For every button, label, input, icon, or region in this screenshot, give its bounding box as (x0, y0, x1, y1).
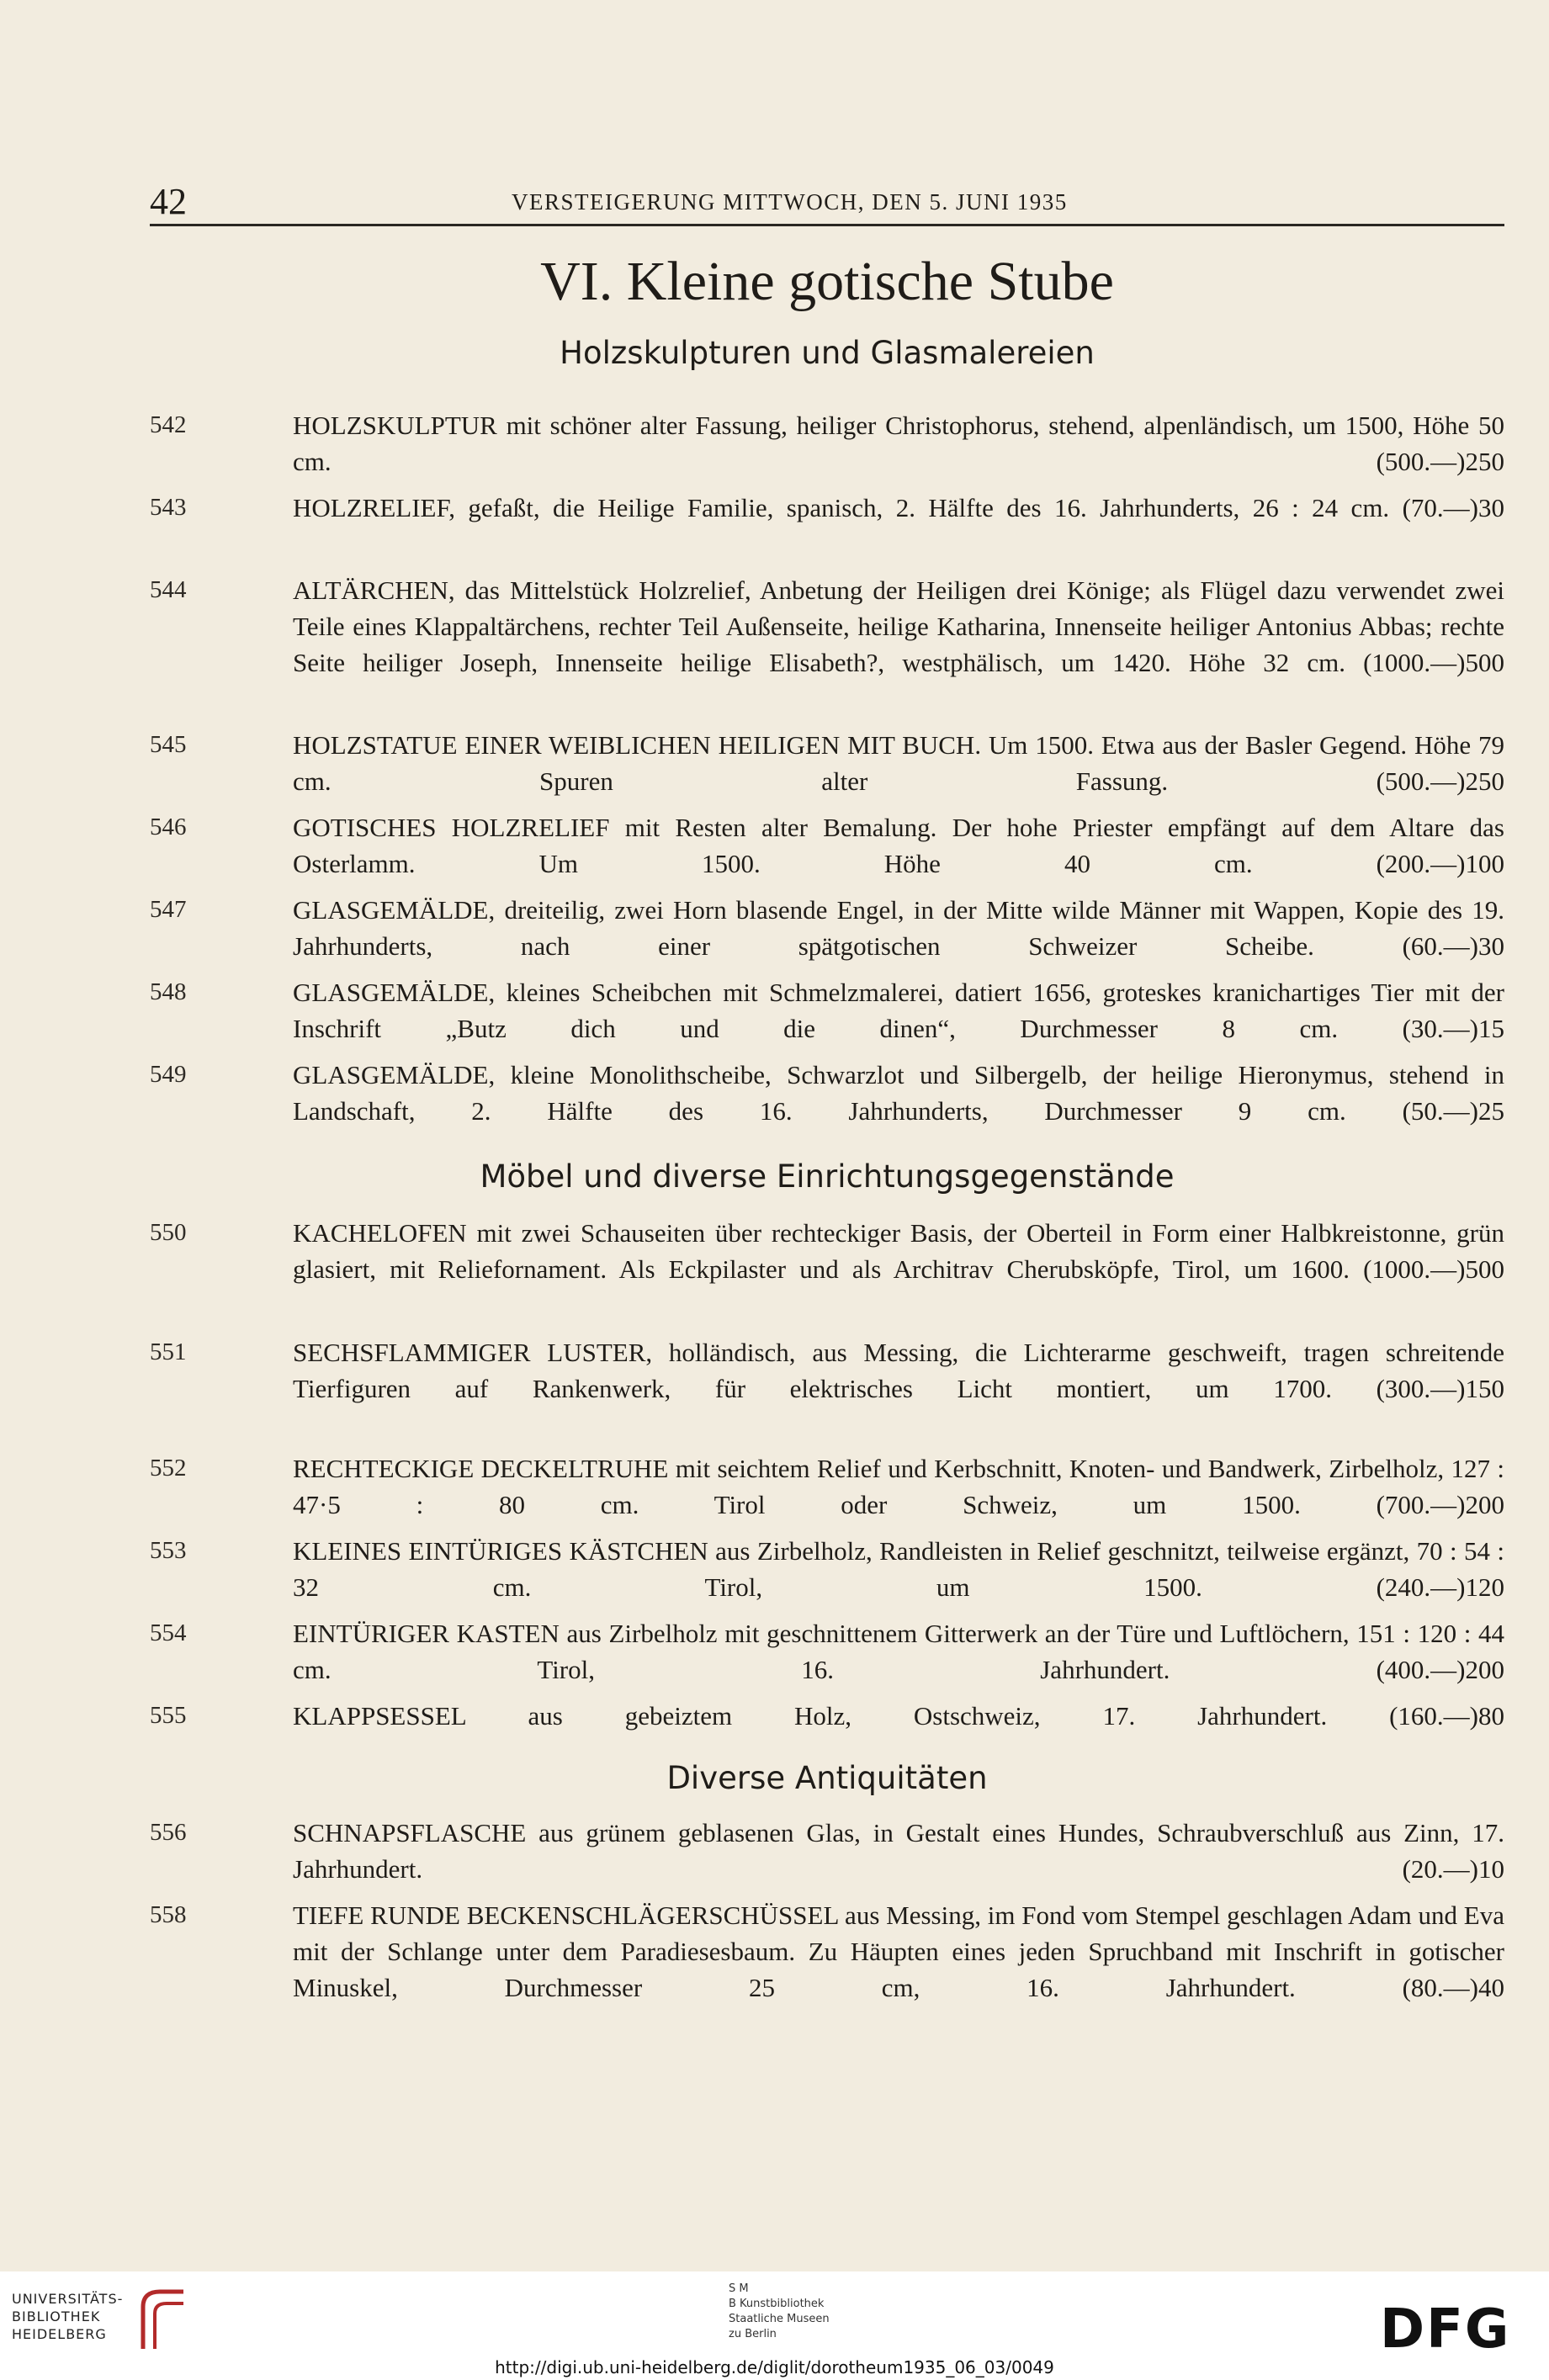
lot-number: 548 (150, 978, 187, 1005)
permalink-url[interactable]: http://digi.ub.uni-heidelberg.de/diglit/dorotheum1935_06_03/0049 (495, 2357, 1054, 2377)
lot-description: EINTÜRIGER KASTEN aus Zirbelholz mit geschnittenem Gitterwerk an der Türe und Luftlöchern, 151 : 120 : 44 cm. Tirol, 16. Jahrhundert. (400.—) 200 (293, 1615, 1504, 1688)
lot-price: 30 (1478, 493, 1504, 522)
lot-number: 544 (150, 576, 187, 603)
library-line: HEIDELBERG (12, 2326, 107, 2342)
running-head: VERSTEIGERUNG MITTWOCH, DEN 5. JUNI 1935 (512, 189, 1068, 215)
lot-description: KACHELOFEN mit zwei Schauseiten über rechteckiger Basis, der Oberteil in Form einer Halbkreistonne, grün glasiert, mit Reliefornament. Als Eckpilaster und als Architrav Cherubsköpfe, Tirol, um 1600. (1000.—) 500 (293, 1215, 1504, 1287)
lot-description: HOLZSTATUE EINER WEIBLICHEN HEILIGEN MIT BUCH. Um 1500. Etwa aus der Basler Gegend. Höhe 79 cm. Spuren alter Fassung. (500.—) 250 (293, 727, 1504, 799)
lot-description: HOLZSKULPTUR mit schöner alter Fassung, heiliger Christophorus, stehend, alpenländisch, um 1500, Höhe 50 cm. (500.—) 250 (293, 407, 1504, 480)
lot-price: 200 (1465, 1490, 1504, 1519)
lot-price: 250 (1465, 447, 1504, 476)
lot-number: 542 (150, 411, 187, 438)
subtitle-moebel: Möbel und diverse Einrichtungsgegenstände (480, 1158, 1175, 1195)
lot-number: 549 (150, 1061, 187, 1088)
lot-price: 40 (1478, 1973, 1504, 2002)
library-line: BIBLIOTHEK (12, 2308, 101, 2324)
lot-number: 547 (150, 896, 187, 923)
lot-price: 100 (1465, 849, 1504, 878)
lot-number: 554 (150, 1619, 187, 1646)
library-logo[interactable] (12, 2290, 123, 2343)
stamp-line: zu Berlin (729, 2328, 777, 2340)
page-header (150, 180, 1504, 226)
subtitle-holzskulpturen: Holzskulpturen und Glasmalereien (560, 335, 1095, 371)
lot-description: GLASGEMÄLDE, kleines Scheibchen mit Schmelzmalerei, datiert 1656, groteskes kranichartiges Tier mit der Inschrift „Butz dich und die dinen“, Durchmesser 8 cm. (30.—) 15 (293, 974, 1504, 1047)
lot-price: 250 (1465, 766, 1504, 796)
lot-description: GLASGEMÄLDE, dreiteilig, zwei Horn blasende Engel, in der Mitte wilde Männer mit Wappen, Kopie des 19. Jahrhunderts, nach einer spätgotischen Schweizer Scheibe. (60.—) 30 (293, 892, 1504, 964)
lot-number: 546 (150, 814, 187, 840)
lot-description: TIEFE RUNDE BECKENSCHLÄGERSCHÜSSEL aus Messing, im Fond vom Stempel geschlagen Adam und Eva mit der Schlange unter dem Paradiesesbaum. Zu Häupten eines jeden Spruchband mit Inschrift in gotischer Minuskel, Durchmesser 25 cm, 16. Jahrhundert. (80.—) 40 (293, 1897, 1504, 2006)
lot-description: RECHTECKIGE DECKELTRUHE mit seichtem Relief und Kerbschnitt, Knoten- und Bandwerk, Zirbelholz, 127 : 47·5 : 80 cm. Tirol oder Schweiz, um 1500. (700.—) 200 (293, 1450, 1504, 1523)
stamp-line: S M (729, 2282, 749, 2295)
stamp-line: B Kunstbibliothek (729, 2298, 825, 2310)
lot-description: GOTISCHES HOLZRELIEF mit Resten alter Bemalung. Der hohe Priester empfängt auf dem Altare das Osterlamm. Um 1500. Höhe 40 cm. (200.—) 100 (293, 809, 1504, 882)
lot-number: 558 (150, 1901, 187, 1928)
subtitle-antiquitaeten: Diverse Antiquitäten (666, 1760, 988, 1796)
lot-price: 10 (1478, 1854, 1504, 1884)
lot-price: 500 (1465, 648, 1504, 677)
lot-number: 550 (150, 1219, 187, 1246)
section-title: VI. Kleine gotische Stube (540, 251, 1114, 312)
lot-number: 553 (150, 1537, 187, 1564)
museum-stamp (729, 2282, 830, 2342)
lot-description: GLASGEMÄLDE, kleine Monolithscheibe, Schwarzlot und Silbergelb, der heilige Hieronymus, stehend in Landschaft, 2. Hälfte des 16. Jahrhunderts, Durchmesser 9 cm. (50.—) 25 (293, 1057, 1504, 1129)
lot-description: KLAPPSESSEL aus gebeiztem Holz, Ostschweiz, 17. Jahrhundert. (160.—) 80 (293, 1698, 1504, 1734)
lot-number: 556 (150, 1819, 187, 1846)
lot-price: 500 (1465, 1254, 1504, 1284)
lot-price: 150 (1465, 1374, 1504, 1403)
lot-description: ALTÄRCHEN, das Mittelstück Holzrelief, Anbetung der Heiligen drei Könige; als Flügel dazu verwendet zwei Teile eines Klappaltärchens, rechter Teil Außenseite, heilige Katharina, Innenseite heiliger Antonius Abbas; rechte Seite heiliger Joseph, Innenseite heilige Elisabeth?, westphälisch, um 1420. Höhe 32 cm. (1000.—) 500 (293, 572, 1504, 681)
lot-number: 545 (150, 731, 187, 758)
lot-price: 80 (1478, 1701, 1504, 1731)
lot-description: SECHSFLAMMIGER LUSTER, holländisch, aus Messing, die Lichterarme geschweift, tragen schreitende Tierfiguren auf Rankenwerk, für elektrisches Licht montiert, um 1700. (300.—) 150 (293, 1334, 1504, 1407)
lot-number: 551 (150, 1338, 187, 1365)
lot-price: 200 (1465, 1655, 1504, 1684)
lot-description: HOLZRELIEF, gefaßt, die Heilige Familie, spanisch, 2. Hälfte des 16. Jahrhunderts, 26 : 24 cm. (70.—) 30 (293, 490, 1504, 526)
library-line: UNIVERSITÄTS- (12, 2291, 124, 2307)
lot-price: 30 (1478, 931, 1504, 961)
lot-price: 120 (1465, 1572, 1504, 1602)
page-number: 42 (150, 181, 187, 222)
lot-description: SCHNAPSFLASCHE aus grünem geblasenen Glas, in Gestalt eines Hundes, Schraubverschluß aus Zinn, 17. Jahrhundert. (20.—) 10 (293, 1815, 1504, 1887)
lot-price: 25 (1478, 1096, 1504, 1126)
lot-number: 555 (150, 1702, 187, 1729)
lot-description: KLEINES EINTÜRIGES KÄSTCHEN aus Zirbelholz, Randleisten in Relief geschnitzt, teilweise ergänzt, 70 : 54 : 32 cm. Tirol, um 1500. (240.—) 120 (293, 1533, 1504, 1605)
stamp-line: Staatliche Museen (729, 2313, 830, 2325)
library-emblem-icon (135, 2282, 194, 2357)
dfg-logo[interactable]: DFG (1380, 2298, 1511, 2361)
lot-number: 543 (150, 494, 187, 521)
lot-price: 15 (1478, 1014, 1504, 1043)
lot-number: 552 (150, 1455, 187, 1482)
